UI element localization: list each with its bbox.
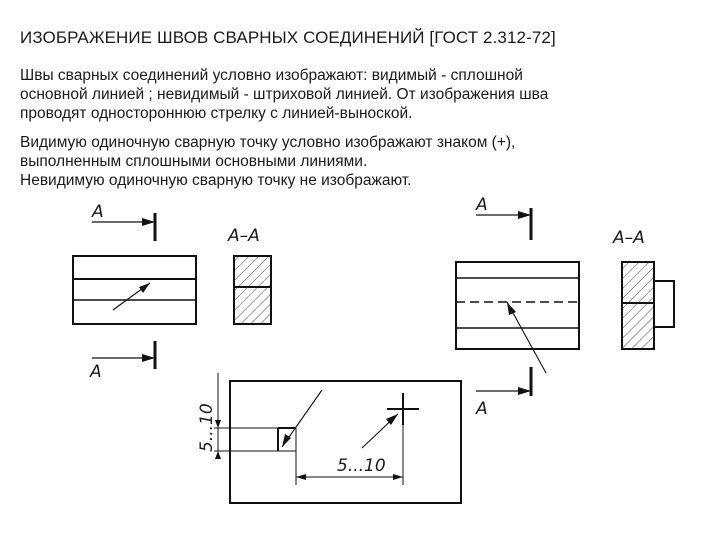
section-label-bottom: A <box>476 399 488 419</box>
section-part-upper <box>622 262 654 303</box>
section-arrow-bottom <box>518 387 531 395</box>
section-arrow-bottom <box>142 354 155 362</box>
sheet-outline <box>230 381 461 503</box>
page-title: ИЗОБРАЖЕНИЕ ШВОВ СВАРНЫХ СОЕДИНЕНИЙ [ГОСТ 2.312-72] <box>20 28 556 47</box>
weld-point-view <box>197 373 461 503</box>
section-arrow-top <box>142 218 155 226</box>
section-title: A–A <box>228 226 260 246</box>
paragraph-text: Видимую одиночную сварную точку условно изображают знаком (+), выполненным сплошными основными линиями. Невидимую одиночную сварную точку не изображают. <box>20 134 516 189</box>
right-front-view <box>456 195 579 419</box>
section-label-bottom: A <box>90 362 102 382</box>
dim-arrow <box>296 474 306 480</box>
attached-part <box>654 281 674 327</box>
section-label-top: A <box>92 202 104 222</box>
left-front-view <box>73 202 196 382</box>
section-arrow-top <box>518 211 531 219</box>
right-section-view <box>612 228 674 349</box>
section-part-lower <box>622 303 654 349</box>
section-part-lower <box>234 287 271 324</box>
section-part-upper <box>234 256 271 287</box>
section-label-top: A <box>476 195 488 215</box>
leader-arrow <box>139 283 150 293</box>
plate-outline <box>73 256 196 324</box>
dim-label-horizontal: 5...10 <box>337 456 386 476</box>
leader-arrow <box>507 302 516 315</box>
dim-arrow <box>393 474 403 480</box>
paragraph-text: Швы сварных соединений условно изображают: видимый - сплошной основной линией ; невидимый - штриховой линией. От изображения шва проводят одностороннюю стрелку с линией-выноской. <box>20 67 549 122</box>
section-title: A–A <box>613 228 645 248</box>
dim-label-vertical: 5...10 <box>197 403 217 452</box>
left-section-view <box>227 226 271 324</box>
plate-outline <box>456 262 579 349</box>
